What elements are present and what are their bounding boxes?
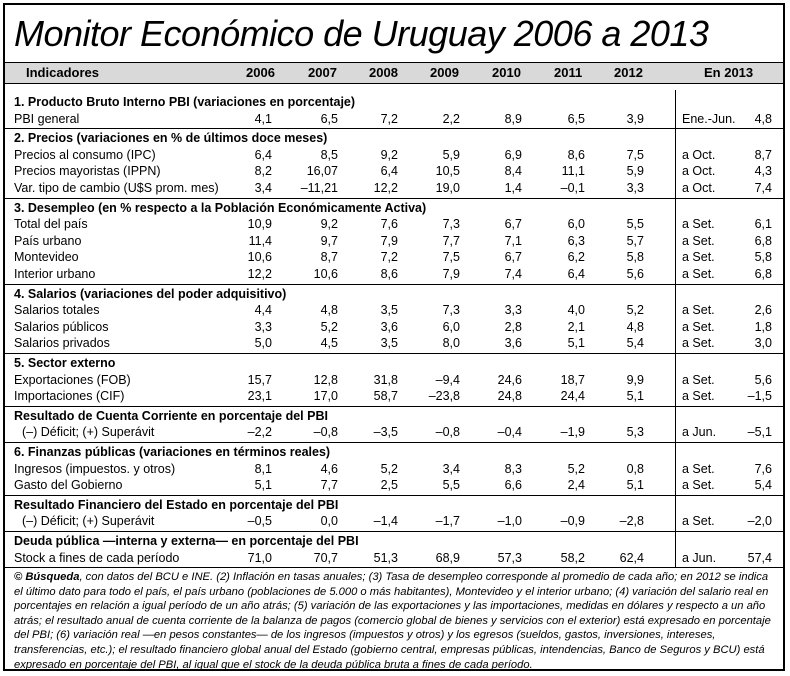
cell-value: 2,8: [504, 319, 522, 334]
cell-period: a Oct.: [682, 181, 716, 195]
cell-value: –1,4: [373, 514, 398, 529]
cell-value: 7,5: [442, 250, 460, 265]
cell-value: 5,1: [626, 478, 644, 493]
cell-value: –2,2: [247, 425, 272, 440]
cell-period: a Set.: [682, 217, 715, 232]
cell-value: 7,9: [442, 267, 460, 281]
cell-value: 6,7: [504, 217, 522, 232]
row-label: Var. tipo de cambio (U$S prom. mes): [14, 181, 219, 195]
cell-value: –0,4: [497, 425, 522, 440]
cell-value: 8,5: [320, 147, 338, 162]
section-header-row: [0, 355, 790, 371]
cell-value: 8,3: [504, 461, 522, 476]
section-separator: [5, 353, 783, 354]
cell-value: 3,3: [504, 303, 522, 318]
cell-value: 5,8: [626, 250, 644, 265]
cell-value: 6,9: [504, 147, 522, 162]
cell-value: 5,6: [626, 267, 644, 281]
cell-value: 5,1: [567, 336, 585, 351]
cell-value: 16,07: [306, 164, 338, 179]
cell-value: 3,6: [504, 336, 522, 351]
cell-value: 5,9: [442, 147, 460, 162]
cell-value: 8,6: [380, 267, 398, 281]
cell-value: 0,0: [320, 514, 338, 529]
cell-value: 6,0: [442, 319, 460, 334]
cell-value: 12,8: [313, 372, 338, 387]
cell-value: 12,2: [373, 181, 398, 195]
cell-value: 5,2: [626, 303, 644, 318]
row-label: Salarios públicos: [14, 319, 109, 334]
table-row: [0, 266, 790, 282]
cell-value: 11,1: [561, 164, 585, 179]
cell-value: 23,1: [247, 389, 272, 404]
row-label: (–) Déficit; (+) Superávit: [22, 514, 155, 529]
table-row: [0, 147, 790, 163]
section-header-row: [0, 408, 790, 424]
cell-value: 7,2: [380, 250, 398, 265]
section-title: 2. Precios (variaciones en % de últimos doce meses): [14, 131, 328, 146]
cell-value: 17,0: [313, 389, 338, 404]
cell-value: 5,4: [626, 336, 644, 351]
cell-last-value: 7,6: [754, 461, 772, 476]
cell-value: 6,3: [567, 233, 585, 248]
cell-period: a Set.: [682, 267, 715, 281]
cell-value: 4,0: [567, 303, 585, 318]
cell-value: 4,8: [626, 319, 644, 334]
page-title: Monitor Económico de Uruguay 2006 a 2013: [14, 13, 709, 54]
table-row: [0, 163, 790, 179]
cell-value: –0,5: [247, 514, 272, 529]
table-row: [0, 319, 790, 335]
cell-period: a Set.: [682, 233, 715, 248]
cell-last-value: 4,8: [754, 111, 772, 126]
cell-last-value: 6,1: [754, 217, 772, 232]
row-label: Precios al consumo (IPC): [14, 147, 156, 162]
cell-value: –0,9: [560, 514, 585, 529]
table-row: [0, 372, 790, 388]
section-separator: [5, 406, 783, 407]
table-row: [0, 111, 790, 127]
cell-value: 4,8: [320, 303, 338, 318]
cell-value: 5,3: [626, 425, 644, 440]
cell-value: 5,7: [626, 233, 644, 248]
cell-value: 31,8: [373, 372, 398, 387]
cell-value: 5,0: [254, 336, 272, 351]
cell-value: 6,4: [380, 164, 398, 179]
cell-period: a Oct.: [682, 164, 716, 179]
cell-period: a Set.: [682, 319, 715, 334]
cell-value: 68,9: [435, 550, 460, 565]
cell-value: 6,7: [504, 250, 522, 265]
cell-last-value: 5,4: [754, 478, 772, 493]
cell-last-value: 5,8: [754, 250, 772, 265]
section-header-row: [0, 200, 790, 216]
cell-value: –1,9: [560, 425, 585, 440]
table-row: [0, 461, 790, 477]
cell-value: 58,7: [373, 389, 398, 404]
row-label: (–) Déficit; (+) Superávit: [22, 425, 155, 440]
cell-value: 6,5: [320, 111, 338, 126]
cell-period: a Jun.: [682, 425, 717, 440]
cell-value: 58,2: [560, 550, 585, 565]
header-year: 2010: [492, 65, 521, 80]
cell-value: 12,2: [247, 267, 272, 281]
section-header-row: [0, 286, 790, 302]
cell-value: 57,3: [497, 550, 522, 565]
footnote-text: , con datos del BCU e INE. (2) Inflación en tasas anuales; (3) Tasa de desempleo corresponde al promedio de cada año; en 2012 se indica el último dato para todo el país, el país urbano (poblaciones de 5.000 o más habitantes), Montevideo y el interior urbano; (4) variación del salario real en porcentajes en relación a igual período de un año atrás; (5) variación de las exportaciones y las importaciones, medidas en dólares y respecto a un año atrás; el resultado anual de cuenta corriente de la balanza de pagos (comercio global de bienes y servicios con el exterior) está expresado en porcentaje del PBI; (6) variación real —en pesos constantes— de los ingresos (impuestos y otros) y los egresos (sueldos, gastos, inversiones, intereses, transferencias, etc.); el resultado financiero global anual del Estado (gobierno central, empresas públicas, intendencias, Banco de Seguros y BCU) está expresado en porcentaje del PBI, al igual que el stock de la deuda pública bruta a fines de cada período.: [14, 571, 771, 671]
row-label: Montevideo: [14, 250, 79, 265]
cell-period: a Set.: [682, 461, 715, 476]
cell-period: a Set.: [682, 514, 715, 529]
cell-value: 4,4: [254, 303, 272, 318]
cell-value: 5,2: [380, 461, 398, 476]
row-label: Total del país: [14, 217, 88, 232]
cell-value: –0,1: [560, 181, 585, 195]
table-row: [0, 249, 790, 265]
cell-value: 71,0: [247, 550, 272, 565]
cell-period: a Set.: [682, 303, 715, 318]
cell-value: 3,5: [380, 303, 398, 318]
row-label: Precios mayoristas (IPPN): [14, 164, 161, 179]
row-label: Salarios totales: [14, 303, 100, 318]
cell-value: 24,6: [497, 372, 522, 387]
cell-value: 6,4: [567, 267, 585, 281]
cell-value: 3,3: [254, 319, 272, 334]
cell-value: 24,4: [560, 389, 585, 404]
cell-value: –9,4: [435, 372, 460, 387]
cell-value: 2,1: [567, 319, 585, 334]
cell-value: 7,7: [320, 478, 338, 493]
row-label: Salarios privados: [14, 336, 110, 351]
section-separator: [5, 495, 783, 496]
table-row: [0, 424, 790, 440]
cell-last-value: 1,8: [754, 319, 772, 334]
cell-value: 9,2: [320, 217, 338, 232]
cell-value: 9,7: [320, 233, 338, 248]
cell-value: 5,5: [442, 478, 460, 493]
cell-value: 7,4: [504, 267, 522, 281]
cell-value: 6,5: [567, 111, 585, 126]
cell-last-value: 4,3: [754, 164, 772, 179]
cell-value: 8,4: [504, 164, 522, 179]
cell-value: –2,8: [619, 514, 644, 529]
cell-value: 10,6: [313, 267, 338, 281]
footnote-source: © Búsqueda: [14, 571, 80, 583]
cell-value: 1,4: [504, 181, 522, 195]
cell-value: 6,2: [567, 250, 585, 265]
cell-period: a Set.: [682, 478, 715, 493]
cell-value: 18,7: [560, 372, 585, 387]
section-header-row: [0, 497, 790, 513]
cell-value: 3,3: [626, 181, 644, 195]
cell-value: 8,9: [504, 111, 522, 126]
cell-value: 7,3: [442, 303, 460, 318]
header-year: 2009: [430, 65, 459, 80]
cell-period: a Oct.: [682, 147, 716, 162]
cell-period: a Set.: [682, 336, 715, 351]
row-label: Stock a fines de cada período: [14, 550, 180, 565]
cell-value: 70,7: [313, 550, 338, 565]
header-indicadores: Indicadores: [26, 65, 99, 80]
cell-value: 8,2: [254, 164, 272, 179]
section-header-row: [0, 533, 790, 549]
cell-value: 10,5: [435, 164, 460, 179]
header-year: 2011: [554, 65, 583, 80]
section-title: Resultado de Cuenta Corriente en porcentaje del PBI: [14, 408, 328, 423]
cell-value: 51,3: [373, 550, 398, 565]
section-title: Deuda pública —interna y externa— en porcentaje del PBI: [14, 534, 359, 548]
cell-value: –1,0: [497, 514, 522, 529]
row-label: Ingresos (impuestos. y otros): [14, 461, 176, 476]
cell-last-value: –5,1: [747, 425, 772, 440]
section-separator: [5, 198, 783, 199]
section-title: 4. Salarios (variaciones del poder adquisitivo): [14, 286, 287, 301]
section-title: 5. Sector externo: [14, 356, 116, 370]
cell-last-value: 5,6: [754, 372, 772, 387]
cell-last-value: 57,4: [747, 550, 772, 565]
cell-value: 4,1: [254, 111, 272, 126]
table-row: [0, 216, 790, 232]
table-row: [0, 550, 790, 566]
table-row: [0, 513, 790, 529]
cell-value: 7,5: [626, 147, 644, 162]
cell-value: 2,5: [380, 478, 398, 493]
cell-value: 5,2: [320, 319, 338, 334]
table-bottom-border: [5, 567, 783, 568]
cell-value: 3,6: [380, 319, 398, 334]
cell-value: 3,9: [626, 111, 644, 126]
section-title: Resultado Financiero del Estado en porcentaje del PBI: [14, 497, 339, 512]
cell-value: 7,7: [442, 233, 460, 248]
cell-value: 8,1: [254, 461, 272, 476]
cell-value: –3,5: [373, 425, 398, 440]
cell-last-value: 7,4: [754, 181, 772, 195]
cell-value: 8,0: [442, 336, 460, 351]
cell-value: 7,1: [504, 233, 522, 248]
section-title: 3. Desempleo (en % respecto a la Población Económicamente Activa): [14, 200, 427, 215]
header-year: 2007: [308, 65, 337, 80]
cell-period: Ene.-Jun.: [682, 111, 736, 126]
cell-value: –0,8: [313, 425, 338, 440]
cell-value: –0,8: [435, 425, 460, 440]
table-row: [0, 335, 790, 351]
row-label: País urbano: [14, 233, 82, 248]
cell-value: 11,4: [248, 233, 272, 248]
cell-value: 2,2: [442, 111, 460, 126]
cell-value: 7,2: [380, 111, 398, 126]
header-last-period: En 2013: [704, 65, 754, 80]
section-separator: [5, 442, 783, 443]
cell-value: 10,9: [247, 217, 272, 232]
cell-value: 19,0: [435, 181, 460, 195]
cell-value: 7,6: [380, 217, 398, 232]
header-year: 2006: [246, 65, 275, 80]
cell-value: 2,4: [567, 478, 585, 493]
cell-last-value: –2,0: [747, 514, 772, 529]
cell-value: 8,6: [567, 147, 585, 162]
cell-value: –1,7: [435, 514, 460, 529]
section-header-row: [0, 444, 790, 460]
cell-period: a Jun.: [682, 550, 717, 565]
section-title: 6. Finanzas públicas (variaciones en términos reales): [14, 445, 331, 459]
cell-value: 6,0: [567, 217, 585, 232]
table-row: [0, 302, 790, 318]
header-year: 2012: [614, 65, 643, 80]
cell-value: 9,9: [626, 372, 644, 387]
cell-value: 3,4: [442, 461, 460, 476]
row-label: PBI general: [14, 111, 80, 126]
section-title: 1. Producto Bruto Interno PBI (variaciones en porcentaje): [14, 95, 356, 109]
cell-value: 4,5: [320, 336, 338, 351]
cell-period: a Set.: [682, 372, 715, 387]
cell-value: 15,7: [247, 372, 272, 387]
cell-value: 3,5: [380, 336, 398, 351]
cell-value: 0,8: [626, 461, 644, 476]
header-year: 2008: [369, 65, 398, 80]
cell-period: a Set.: [682, 250, 715, 265]
section-separator: [5, 128, 783, 129]
section-separator: [5, 531, 783, 532]
cell-value: 10,6: [247, 250, 272, 265]
cell-value: –11,21: [300, 181, 338, 195]
cell-value: 7,3: [442, 217, 460, 232]
cell-value: 24,8: [497, 389, 522, 404]
table-row: [0, 180, 790, 196]
cell-value: 6,4: [254, 147, 272, 162]
row-label: Importaciones (CIF): [14, 389, 125, 404]
cell-value: 6,6: [504, 478, 522, 493]
cell-value: 5,1: [254, 478, 272, 493]
cell-period: a Set.: [682, 389, 715, 404]
table-row: [0, 233, 790, 249]
cell-value: –23,8: [428, 389, 460, 404]
cell-value: 62,4: [619, 550, 644, 565]
row-label: Interior urbano: [14, 267, 96, 281]
cell-value: 5,1: [626, 389, 644, 404]
table-row: [0, 388, 790, 404]
cell-last-value: –1,5: [747, 389, 772, 404]
section-separator: [5, 284, 783, 285]
cell-value: 9,2: [380, 147, 398, 162]
row-label: Gasto del Gobierno: [14, 478, 123, 493]
cell-value: 5,2: [567, 461, 585, 476]
section-header-row: [0, 130, 790, 146]
cell-value: 5,9: [626, 164, 644, 179]
cell-last-value: 2,6: [754, 303, 772, 318]
cell-last-value: 6,8: [754, 233, 772, 248]
footnote: [14, 570, 776, 672]
cell-last-value: 8,7: [754, 147, 772, 162]
cell-value: 3,4: [254, 181, 272, 195]
cell-value: 8,7: [320, 250, 338, 265]
section-header-row: [0, 94, 790, 110]
cell-value: 5,5: [626, 217, 644, 232]
cell-last-value: 3,0: [754, 336, 772, 351]
cell-value: 7,9: [380, 233, 398, 248]
cell-value: 4,6: [320, 461, 338, 476]
cell-last-value: 6,8: [754, 267, 772, 281]
row-label: Exportaciones (FOB): [14, 372, 131, 387]
table-row: [0, 477, 790, 493]
